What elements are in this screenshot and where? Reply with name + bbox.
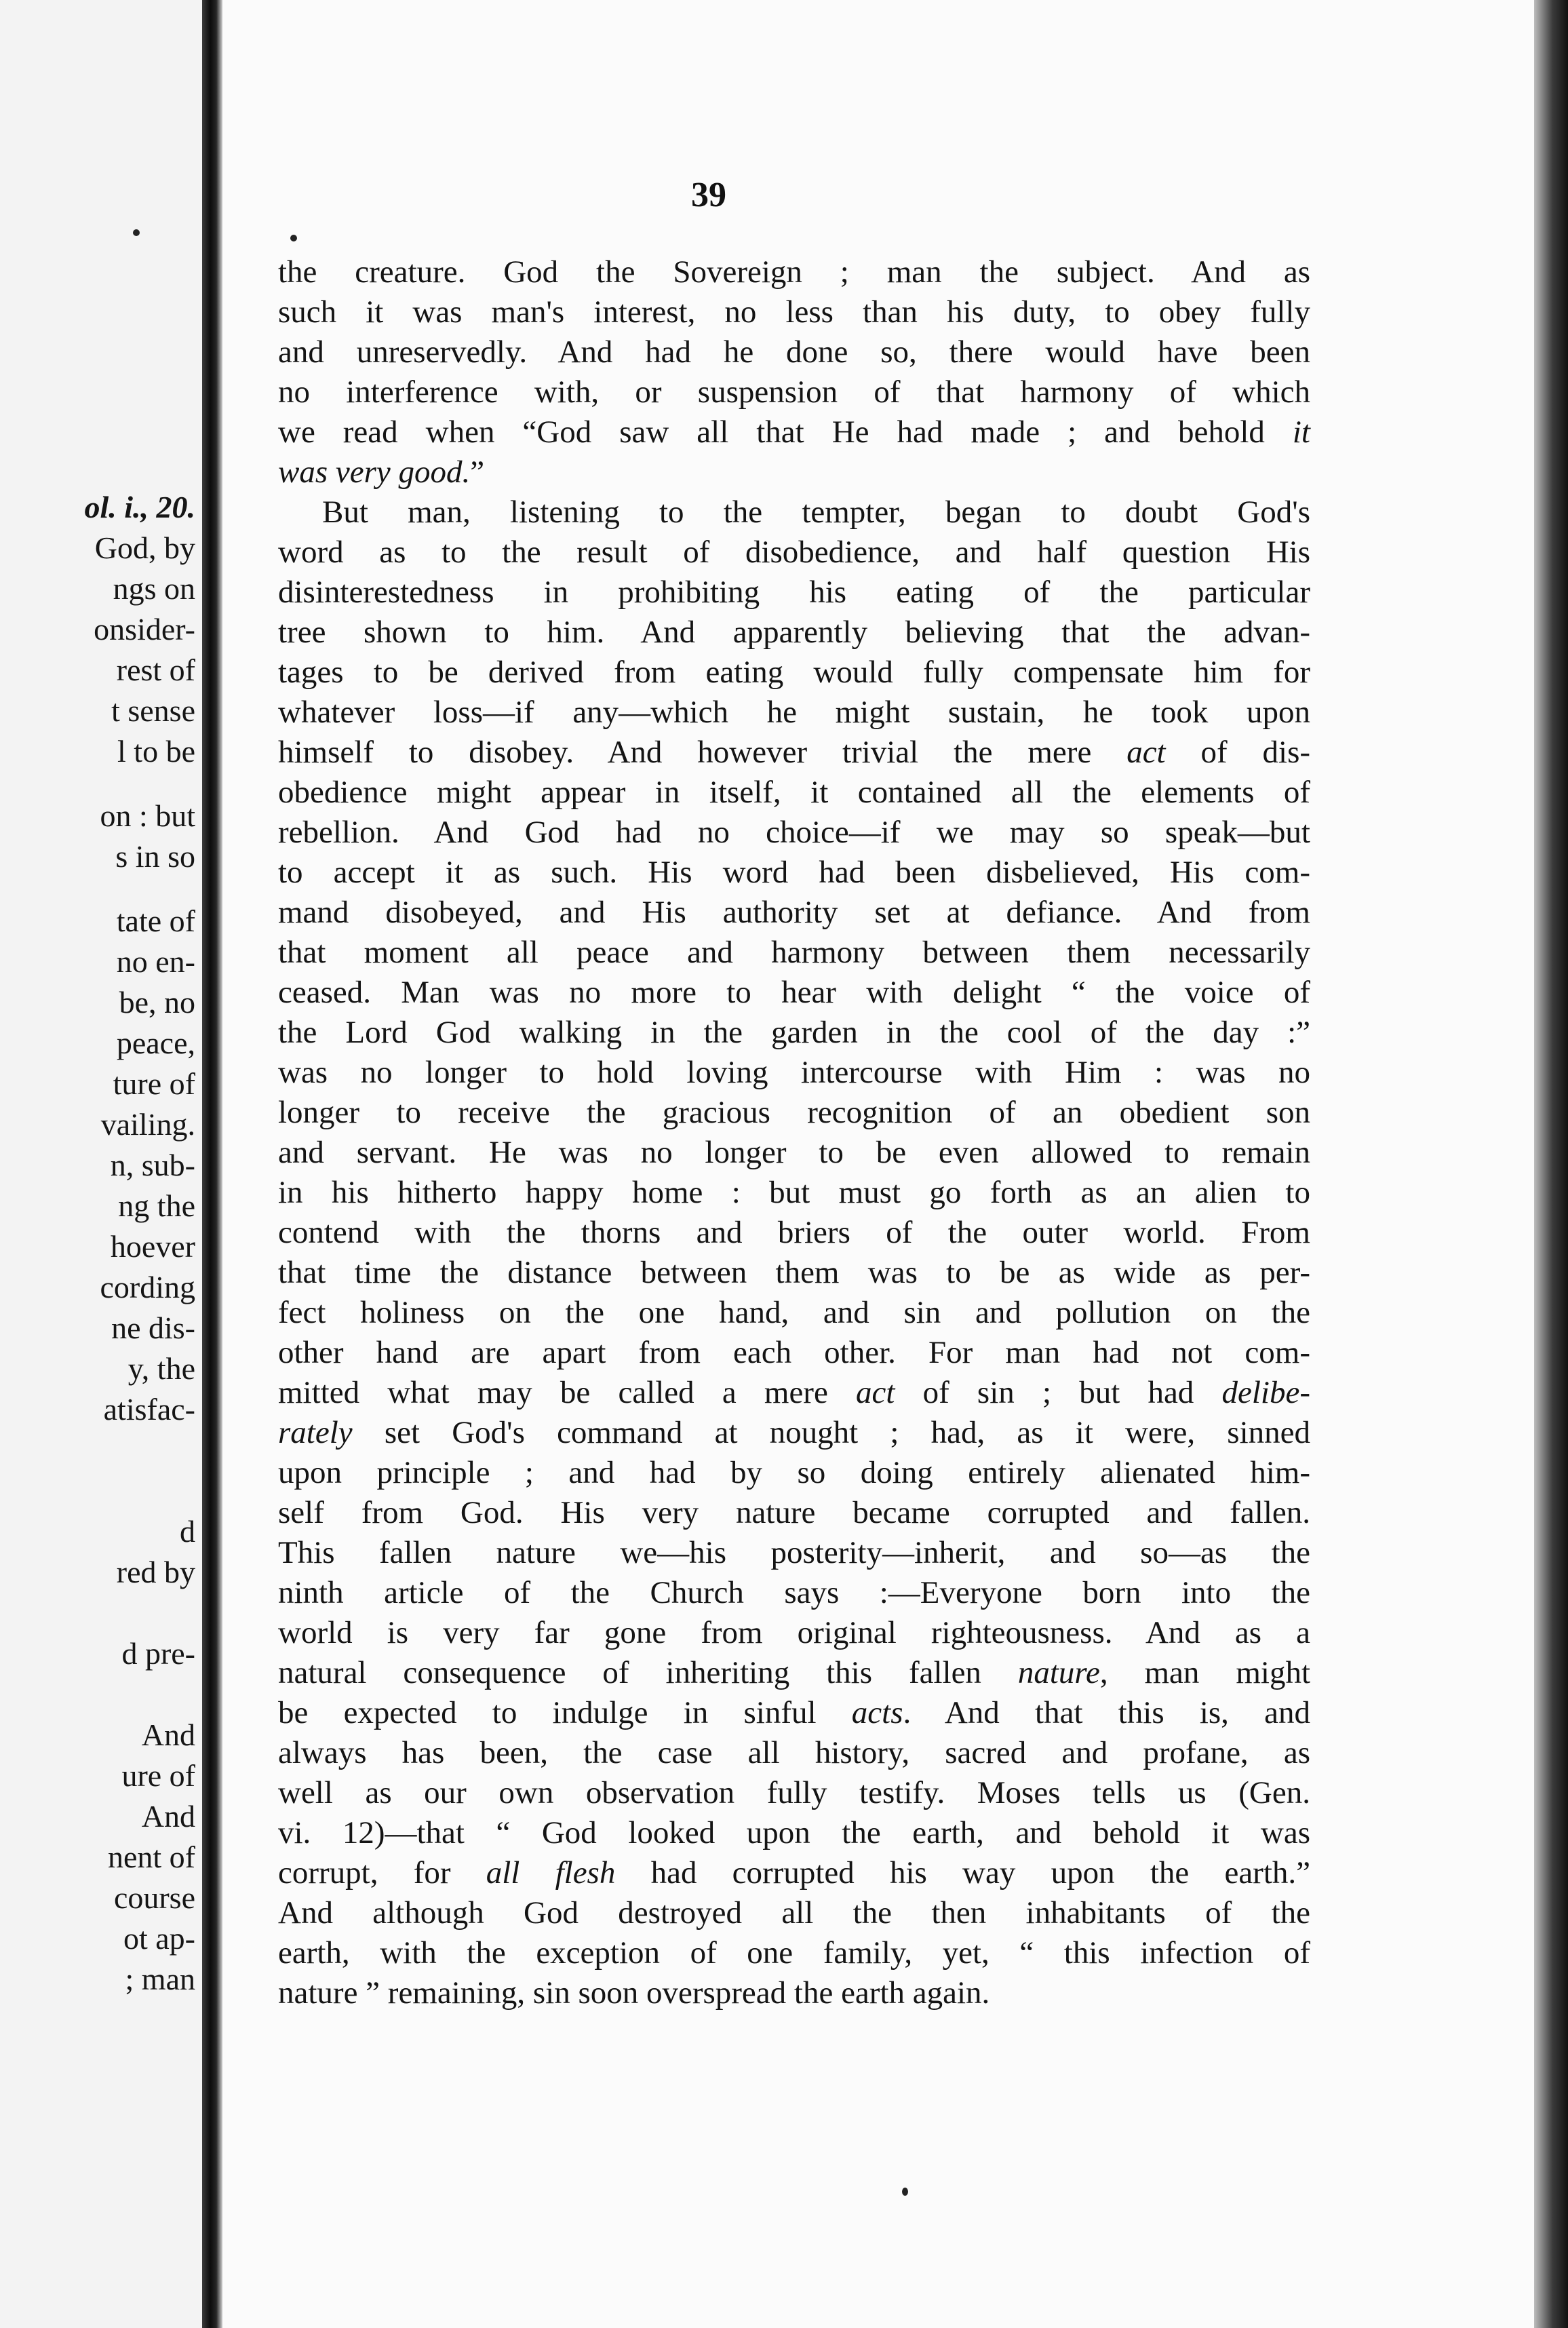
text-run: and servant. He was no longer to be even allowed to remain: [278, 1135, 1310, 1170]
facing-page-fragment: d: [180, 1514, 195, 1549]
text-run: of dis-: [1165, 735, 1311, 770]
italic-text: it: [1292, 414, 1310, 450]
italic-text: rately: [278, 1415, 353, 1450]
text-line: [278, 1693, 1310, 1733]
text-run: mitted what may be called a mere: [278, 1375, 856, 1410]
text-run: obedience might appear in itself, it contained all the elements of: [278, 775, 1310, 810]
text-run: self from God. His very nature became corrupted and fallen.: [278, 1495, 1310, 1530]
text-line: [278, 1653, 1310, 1693]
text-line: [278, 613, 1310, 653]
text-line: [278, 1413, 1310, 1453]
facing-page-fragment: atisfac-: [103, 1392, 195, 1427]
text-run: well as our own observation fully testify. Moses tells us (Gen.: [278, 1775, 1310, 1810]
text-line: [278, 1893, 1310, 1933]
italic-text: was very good.: [278, 454, 471, 490]
text-line: [278, 532, 1310, 573]
text-run: mand disobeyed, and His authority set at defiance. And from: [278, 895, 1310, 930]
facing-page-fragment: ol. i., 20.: [84, 490, 195, 524]
text-line: [278, 1213, 1310, 1253]
text-run: set God's command at nought ; had, as it were, sinned: [352, 1415, 1310, 1450]
facing-page-fragment: t sense: [111, 693, 195, 728]
text-run: longer to receive the gracious recognition of an obedient son: [278, 1095, 1310, 1130]
text-line: [278, 693, 1310, 733]
italic-text: delibe-: [1221, 1375, 1310, 1410]
text-run: This fallen nature we—his posterity—inherit, and so—as the: [278, 1535, 1310, 1570]
text-run: other hand are apart from each other. For man had not com-: [278, 1335, 1310, 1370]
italic-text: acts: [851, 1695, 903, 1730]
facing-page-edge: [0, 0, 202, 2328]
italic-text: nature: [1017, 1655, 1100, 1690]
italic-text: act: [1126, 735, 1166, 770]
ink-speck: [133, 229, 140, 236]
text-line: [278, 893, 1310, 933]
text-line: [278, 1253, 1310, 1293]
facing-page-fragment: ; man: [125, 1962, 195, 1996]
facing-page-fragment: n, sub-: [110, 1148, 195, 1182]
page-body-text: [278, 252, 1310, 2013]
facing-page-fragment: vailing.: [100, 1107, 195, 1142]
text-line: [278, 853, 1310, 893]
text-line: [278, 1573, 1310, 1613]
facing-page-fragment: y, the: [128, 1351, 195, 1386]
text-line: [278, 1173, 1310, 1213]
text-run: himself to disobey. And however trivial the mere: [278, 735, 1127, 770]
text-line: [278, 773, 1310, 813]
text-run: contend with the thorns and briers of the outer world. From: [278, 1215, 1310, 1250]
text-run: But man, listening to the tempter, began to doubt God's: [322, 494, 1310, 530]
text-run: be expected to indulge in sinful: [278, 1695, 852, 1730]
text-run: we read when “God saw all that He had made ; and behold: [278, 414, 1293, 450]
facing-page-fragment: rest of: [116, 653, 195, 687]
text-run: ceased. Man was no more to hear with delight “ the voice of: [278, 975, 1310, 1010]
facing-page-fragment: on : but: [100, 798, 195, 833]
text-run: . And that this is, and: [903, 1695, 1310, 1730]
text-run: whatever loss—if any—which he might sustain, he took upon: [278, 695, 1310, 730]
text-line: [278, 292, 1310, 332]
text-line: [278, 973, 1310, 1013]
text-run: tages to be derived from eating would fully compensate him for: [278, 655, 1310, 690]
facing-page-fragment: And: [141, 1799, 195, 1834]
text-line: [278, 252, 1310, 292]
text-line: [278, 1453, 1310, 1493]
text-line: [278, 1373, 1310, 1413]
text-line: [278, 1973, 1310, 2013]
facing-page-fragment: ture of: [113, 1066, 195, 1101]
text-run: had corrupted his way upon the earth.”: [615, 1855, 1311, 1890]
facing-page-fragment: cording: [100, 1270, 195, 1304]
text-line: [278, 733, 1310, 773]
ink-speck: [902, 2188, 908, 2196]
facing-page-fragment: ngs on: [113, 571, 195, 606]
facing-page-fragment: onsider-: [94, 612, 195, 646]
facing-page-fragment: And: [141, 1718, 195, 1752]
facing-page-fragment: ne dis-: [111, 1311, 195, 1345]
page-right-edge-shadow: [1534, 0, 1568, 2328]
facing-page-fragment: peace,: [116, 1026, 195, 1060]
facing-page-fragment: l to be: [117, 734, 195, 769]
text-run: natural consequence of inheriting this fallen: [278, 1655, 1018, 1690]
text-run: And although God destroyed all the then inhabitants of the: [278, 1895, 1310, 1931]
facing-page-fragment: ng the: [118, 1188, 195, 1223]
text-run: of sin ; but had: [895, 1375, 1222, 1410]
text-run: upon principle ; and had by so doing entirely alienated him-: [278, 1455, 1310, 1490]
text-line: [278, 653, 1310, 693]
ink-speck: [290, 235, 297, 241]
text-run: that time the distance between them was to be as wide as per-: [278, 1255, 1310, 1290]
text-line: [278, 412, 1310, 452]
text-run: rebellion. And God had no choice—if we may so speak—but: [278, 815, 1310, 850]
text-line: [278, 492, 1310, 532]
text-line: [278, 1133, 1310, 1173]
text-line: [278, 332, 1310, 372]
facing-page-fragment: hoever: [110, 1229, 195, 1264]
text-line: [278, 1773, 1310, 1813]
facing-page-fragment: God, by: [94, 530, 195, 565]
text-run: no interference with, or suspension of that harmony of which: [278, 374, 1310, 410]
text-line: [278, 1733, 1310, 1773]
text-line: [278, 1013, 1310, 1053]
text-line: [278, 372, 1310, 412]
text-line: [278, 1533, 1310, 1573]
text-run: word as to the result of disobedience, and half question His: [278, 535, 1310, 570]
facing-page-fragment: nent of: [107, 1840, 195, 1874]
text-run: that moment all peace and harmony between them necessarily: [278, 935, 1310, 970]
text-run: such it was man's interest, no less than his duty, to obey fully: [278, 294, 1310, 330]
text-line: [278, 1053, 1310, 1093]
italic-text: all flesh: [486, 1855, 616, 1890]
facing-page-fragment: red by: [116, 1555, 195, 1589]
text-run: world is very far gone from original righteousness. And as a: [278, 1615, 1310, 1650]
text-line: [278, 1333, 1310, 1373]
text-run: nature ” remaining, sin soon overspread the earth again.: [278, 1975, 990, 2011]
italic-text: act: [856, 1375, 895, 1410]
text-line: [278, 1093, 1310, 1133]
facing-page-fragment: ot ap-: [123, 1921, 195, 1956]
text-line: [278, 1493, 1310, 1533]
text-run: ninth article of the Church says :—Everyone born into the: [278, 1575, 1310, 1610]
facing-page-fragment: d pre-: [121, 1636, 195, 1671]
page-number: 39: [691, 176, 726, 214]
text-run: the creature. God the Sovereign ; man the subject. And as: [278, 254, 1310, 290]
facing-page-fragment: course: [113, 1880, 195, 1915]
text-line: [278, 573, 1310, 613]
text-line: [278, 813, 1310, 853]
text-run: tree shown to him. And apparently believing that the advan-: [278, 615, 1310, 650]
text-line: [278, 1853, 1310, 1893]
text-run: , man might: [1099, 1655, 1310, 1690]
text-run: was no longer to hold loving intercourse with Him : was no: [278, 1055, 1310, 1090]
text-run: corrupt, for: [278, 1855, 486, 1890]
text-line: [278, 933, 1310, 973]
text-run: always has been, the case all history, sacred and profane, as: [278, 1735, 1310, 1770]
facing-page-fragment: s in so: [115, 839, 195, 874]
text-line: [278, 1813, 1310, 1853]
text-line: [278, 1293, 1310, 1333]
text-run: vi. 12)—that “ God looked upon the earth, and behold it was: [278, 1815, 1310, 1850]
book-gutter: [202, 0, 222, 2328]
facing-page-fragment: ure of: [121, 1758, 195, 1793]
text-run: earth, with the exception of one family, yet, “ this infection of: [278, 1935, 1310, 1971]
text-run: ”: [470, 454, 485, 490]
facing-page-fragment: no en-: [116, 944, 195, 979]
text-run: the Lord God walking in the garden in the cool of the day :”: [278, 1015, 1310, 1050]
text-line: [278, 1613, 1310, 1653]
text-run: in his hitherto happy home : but must go forth as an alien to: [278, 1175, 1310, 1210]
text-line: [278, 452, 1310, 492]
text-run: disinterestedness in prohibiting his eating of the particular: [278, 575, 1310, 610]
text-line: [278, 1933, 1310, 1973]
text-run: and unreservedly. And had he done so, there would have been: [278, 334, 1310, 370]
text-run: fect holiness on the one hand, and sin and pollution on the: [278, 1295, 1310, 1330]
facing-page-fragment: be, no: [119, 985, 195, 1020]
facing-page-fragment: tate of: [116, 904, 195, 938]
text-run: to accept it as such. His word had been disbelieved, His com-: [278, 855, 1310, 890]
